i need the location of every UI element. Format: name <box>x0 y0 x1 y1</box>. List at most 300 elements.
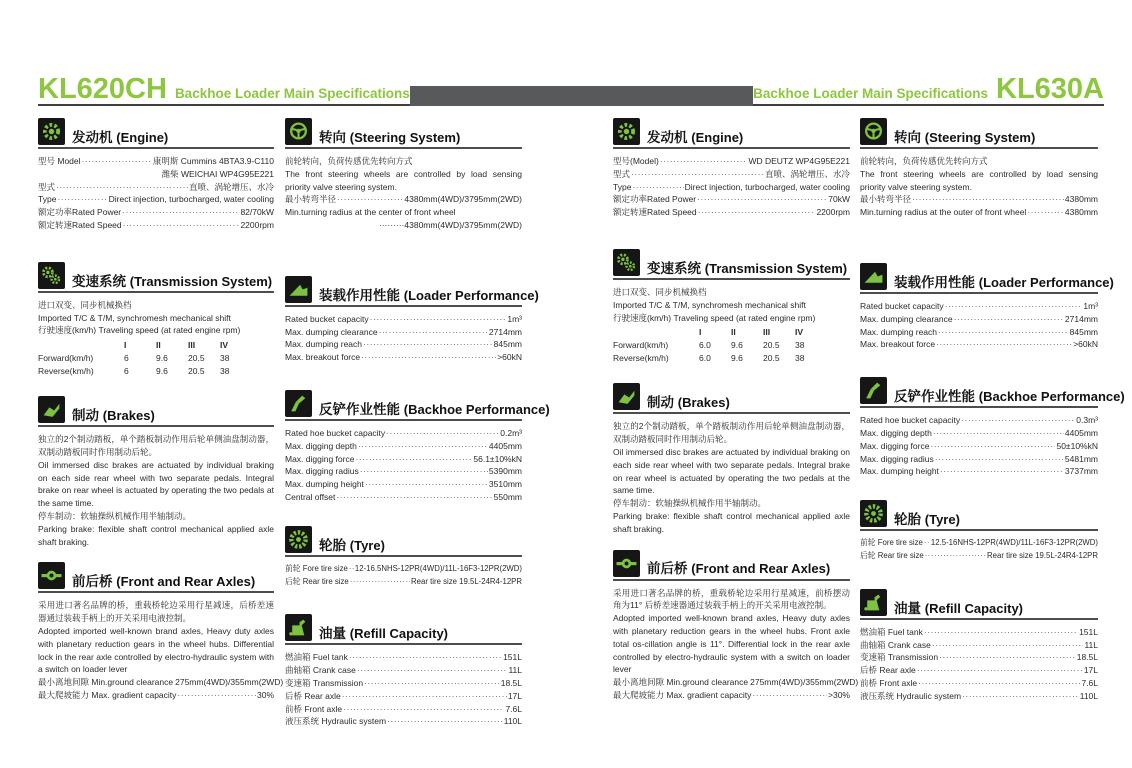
spec-text: ·········4380mm(4WD)/3795mm(2WD) <box>378 219 522 230</box>
section-body <box>285 313 522 364</box>
section-title <box>319 627 448 641</box>
dot-leader <box>918 677 1080 690</box>
spec-text: 停车制动：软轴操纵机械作用半轴制动。 <box>38 510 192 521</box>
spec-label: 后轮 Rear tire size <box>860 550 924 560</box>
spec-label: 额定转速Rated Speed <box>38 219 122 230</box>
refill-icon <box>285 614 312 641</box>
spec-row <box>860 427 1098 440</box>
spec-row <box>285 193 522 206</box>
dot-leader <box>752 689 827 702</box>
spec-label: Max. dumping height <box>285 479 364 490</box>
steering-icon <box>285 118 312 145</box>
spec-value: 275mm(4WD)/355mm(2WD) <box>750 677 859 688</box>
spec-row <box>38 206 274 219</box>
spec-label: 前轮 Fore tire size <box>860 538 923 548</box>
spec-row <box>860 651 1098 664</box>
spec-label: Max. dumping reach <box>860 326 938 337</box>
dot-leader <box>917 664 1083 677</box>
dot-leader <box>358 440 488 453</box>
spec-row <box>860 440 1098 453</box>
spec-row <box>613 206 850 219</box>
section-title <box>319 289 539 303</box>
speed-table-corner <box>38 339 124 352</box>
gear-header: II <box>156 340 161 351</box>
section-title-cn: 油量 <box>894 600 921 616</box>
spec-label: 型号 Model <box>38 156 81 166</box>
spec-label: Max. dumping clearance <box>860 313 953 324</box>
spec-text: 停车制动：软轴操纵机械作用半轴制动。 <box>613 498 767 509</box>
spec-label: Max. dumping height <box>860 466 939 477</box>
spec-value: Rear tire size 19.5L-24R4-12PR <box>987 550 1098 560</box>
spec-label: Max. digging force <box>285 453 355 464</box>
spec-row <box>285 326 522 339</box>
tyre-icon <box>860 500 887 527</box>
section-header <box>38 562 274 593</box>
speed-table-row <box>38 365 252 378</box>
spec-label: Max. digging depth <box>285 440 357 451</box>
section-title <box>894 131 1035 145</box>
loader-icon <box>860 263 887 290</box>
dot-leader <box>924 537 930 550</box>
section-body <box>613 587 859 702</box>
section-axle <box>38 562 284 701</box>
section-title <box>894 276 1114 290</box>
spec-row <box>860 626 1098 639</box>
section-body <box>285 155 522 232</box>
spec-label: Max. digging force <box>860 440 930 451</box>
speed-value: 6.0 <box>699 353 711 364</box>
spec-text: 采用进口著名品牌的桥，重载桥轮边采用行星减速，前桥摆动角为11° 后桥差速器通过装载手柄上的开关采用电液控制。 <box>613 587 850 611</box>
section-title-cn: 反铲作业性能 <box>894 389 975 404</box>
section-title-cn: 油量 <box>319 626 346 642</box>
section-title-en: (Tyre) <box>924 511 960 527</box>
spec-row <box>613 193 850 206</box>
spec-value: 12-16.5NHS-12PR(4WD)/11L-16F3-12PR(2WD) <box>354 563 522 573</box>
speed-row-label: Forward(km/h) <box>613 340 669 351</box>
spec-value: 56.1±10%kN <box>473 453 522 464</box>
gear-header: IV <box>220 340 229 351</box>
spec-value: 3737mm <box>1064 466 1098 477</box>
section-body <box>860 414 1098 478</box>
section-brakes <box>38 396 274 548</box>
spec-label: 额定功率Rated Power <box>38 207 122 218</box>
spec-row <box>860 677 1098 690</box>
dot-leader <box>123 219 240 232</box>
dot-leader <box>939 651 1076 664</box>
tyre-icon <box>285 526 312 553</box>
section-title-cn: 前后桥 <box>647 561 688 577</box>
section-backhoe <box>285 390 550 504</box>
section-body <box>38 433 274 548</box>
dot-leader <box>936 338 1072 351</box>
spec-row <box>613 689 850 702</box>
spec-value: 0.2m³ <box>500 427 522 438</box>
spec-value: 4380mm <box>1064 194 1098 205</box>
spec-label: 前轮 Fore tire size <box>285 563 348 573</box>
spec-row <box>613 676 859 689</box>
section-title-en: (Backhoe Performance) <box>403 401 550 417</box>
section-tyre <box>860 500 1098 563</box>
spec-row <box>613 181 850 194</box>
dot-leader <box>343 703 504 716</box>
dot-leader <box>365 478 488 491</box>
kl620ch-column-left <box>38 118 284 702</box>
spec-row <box>285 690 522 703</box>
section-title <box>72 409 155 423</box>
spec-label: 前桥 Front axle <box>860 677 918 688</box>
transmission-icon <box>38 262 65 289</box>
spec-label: Max. dumping reach <box>285 339 363 350</box>
dot-leader <box>386 427 499 440</box>
spec-text: 独立的2个制动踏板，单个踏板制动作用后轮单侧油盘制动器，双制动踏板同时作用制动后轮。 <box>613 421 850 445</box>
spec-row <box>285 478 522 491</box>
gear-header: III <box>188 340 196 351</box>
spec-value: 550mm <box>493 491 522 502</box>
section-title <box>72 275 272 289</box>
spec-text: The front steering wheels are controlled by load sensing priority valve steering system. <box>860 168 1098 192</box>
dot-leader <box>350 576 410 589</box>
section-title-en: (Steering System) <box>924 129 1036 145</box>
spec-label: 前桥 Front axle <box>285 703 343 714</box>
dot-leader <box>961 414 1075 427</box>
section-title <box>894 602 1023 616</box>
dot-leader <box>930 440 1055 453</box>
speed-value: 20.5 <box>188 366 205 377</box>
spec-label: Max. breakout force <box>860 339 936 350</box>
spec-row <box>860 338 1098 351</box>
section-title-en: (Backhoe Performance) <box>978 389 1125 404</box>
speed-value: 9.6 <box>156 366 168 377</box>
axle-icon <box>613 550 640 577</box>
speed-value: 38 <box>795 353 805 364</box>
dot-leader <box>933 427 1064 440</box>
spec-label: 后桥 Rear axle <box>285 690 341 701</box>
section-header <box>860 263 1114 294</box>
brakes-icon <box>38 396 65 423</box>
spec-row <box>285 576 522 589</box>
spec-value: 70kW <box>828 194 850 205</box>
header-kl630a <box>753 73 1104 106</box>
section-body <box>38 155 274 232</box>
spec-text: The front steering wheels are controlled by load sensing priority valve steering system. <box>285 168 522 192</box>
spec-value: 50±10%kN <box>1056 440 1098 451</box>
spec-text: Imported T/C & T/M, synchromesh mechanical shift <box>613 299 806 310</box>
section-title-cn: 转向 <box>894 129 921 145</box>
spec-value: WD DEUTZ WP4G95E221 <box>748 156 850 166</box>
spec-value: 110L <box>1079 690 1098 701</box>
dot-leader <box>349 651 502 664</box>
spec-value: 直喷、涡轮增压、水冷 <box>188 181 274 192</box>
header-subtitle-right: Backhoe Loader Main Specifications <box>753 86 988 101</box>
section-steering <box>860 118 1098 219</box>
spec-value: 2200rpm <box>240 219 274 230</box>
spec-value: 2714mm <box>1064 313 1098 324</box>
dot-leader <box>932 639 1084 652</box>
spec-value: 5390mm <box>488 466 522 477</box>
loader-icon <box>285 276 312 303</box>
dot-leader <box>337 193 403 206</box>
section-title-cn: 变速系统 <box>647 260 701 276</box>
dot-leader <box>660 155 748 168</box>
section-refill <box>860 589 1098 703</box>
section-title-cn: 装载作用性能 <box>319 287 400 303</box>
section-body <box>613 155 850 219</box>
spec-row <box>860 664 1098 677</box>
spec-row <box>285 651 522 664</box>
spec-label: 曲轴箱 Crank case <box>285 665 356 676</box>
section-transmission <box>38 262 274 378</box>
refill-icon <box>860 589 887 616</box>
section-steering <box>285 118 522 232</box>
speed-value: 6.0 <box>699 340 711 351</box>
gear-header: IV <box>795 327 804 338</box>
dot-leader <box>361 351 496 364</box>
gear-header: I <box>124 340 127 351</box>
speed-table-row <box>38 352 252 365</box>
spec-row <box>285 313 522 326</box>
spec-text: 行驶速度(km/h) Traveling speed (at rated engine rpm) <box>38 325 241 336</box>
kl620ch-column-right <box>285 118 550 728</box>
spec-text: Oil immersed disc brakes are actuated by individual braking on each side rear wheel with two separate pedals. Integral brake on rear wheel is actuated by operating the two pedals at the same time. <box>613 446 850 496</box>
spec-value: 4380mm <box>1064 207 1098 218</box>
header-kl620ch <box>38 73 410 106</box>
spec-value: 845mm <box>1069 326 1098 337</box>
spec-label: 额定功率Rated Power <box>613 194 697 205</box>
dot-leader <box>631 168 764 181</box>
section-title <box>647 396 730 410</box>
gear-header: III <box>763 327 771 338</box>
section-body <box>860 537 1098 563</box>
spec-label: 最小离地间隙 Min.ground clearance <box>38 677 174 688</box>
dot-leader <box>364 677 500 690</box>
spec-label: 额定转速Rated Speed <box>613 207 697 218</box>
section-title-en: (Brakes) <box>102 408 155 423</box>
dot-leader <box>57 193 107 206</box>
section-refill <box>285 614 522 728</box>
section-title-en: (Brakes) <box>677 395 730 411</box>
section-engine <box>613 118 850 219</box>
spec-row <box>285 491 522 504</box>
model-title-right: KL630A <box>996 73 1104 105</box>
section-title-en: (Refill Capacity) <box>924 600 1024 616</box>
spec-row <box>285 465 522 478</box>
spec-label: Rated bucket capacity <box>860 300 944 311</box>
dot-leader <box>945 300 1083 313</box>
section-loader <box>860 263 1114 351</box>
spec-text: Imported T/C & T/M, synchromesh mechanical shift <box>38 312 231 323</box>
spec-value: 17L <box>1083 665 1098 676</box>
spec-text: 行驶速度(km/h) Traveling speed (at rated engine rpm) <box>613 312 816 323</box>
spec-text: 采用进口著名品牌的桥，重载桥轮边采用行星减速，后桥差速器通过装载手柄上的开关采用电液控制。 <box>38 600 274 624</box>
spec-row <box>860 690 1098 703</box>
section-title-cn: 装载作用性能 <box>894 274 975 290</box>
model-title-left: KL620CH <box>38 73 167 105</box>
section-brakes <box>613 383 850 535</box>
section-title-en: (Front and Rear Axles) <box>116 574 256 590</box>
spec-label: 后轮 Rear tire size <box>285 576 349 586</box>
section-title-cn: 变速系统 <box>72 273 126 289</box>
section-title <box>647 562 830 576</box>
section-title-cn: 前后桥 <box>72 574 113 590</box>
axle-icon <box>38 562 65 589</box>
spec-value: 110L <box>503 716 522 727</box>
spec-label: 型式 <box>38 181 56 192</box>
spec-label: Central offset <box>285 491 336 502</box>
speed-table-header-row <box>38 339 252 352</box>
spec-value: 1m³ <box>1083 300 1098 311</box>
dot-leader <box>363 338 493 351</box>
spec-value: 18.5L <box>1076 652 1098 663</box>
section-transmission <box>613 249 850 365</box>
section-header <box>860 377 1125 408</box>
section-body <box>285 651 522 728</box>
dot-leader <box>1027 206 1064 219</box>
spec-row <box>860 453 1098 466</box>
section-header <box>860 589 1098 620</box>
dot-leader <box>82 155 152 168</box>
spec-text: 潍柴 WEICHAI WP4G95E221 <box>161 168 274 179</box>
section-title <box>72 131 168 145</box>
spec-label: 后桥 Rear axle <box>860 665 916 676</box>
section-body <box>613 286 850 365</box>
spec-label: 最小离地间隙 Min.ground clearance <box>613 677 749 688</box>
section-header <box>285 614 522 645</box>
section-body <box>285 563 522 589</box>
speed-value: 38 <box>795 340 805 351</box>
spec-value: 直喷、涡轮增压、水冷 <box>764 168 850 179</box>
spec-label: Rated bucket capacity <box>285 313 369 324</box>
spec-value: 18.5L <box>500 677 522 688</box>
spec-value: 151L <box>1079 626 1098 637</box>
section-title <box>72 575 255 589</box>
dot-leader <box>698 206 816 219</box>
gear-header: II <box>731 327 736 338</box>
dot-leader <box>355 453 472 466</box>
dot-leader <box>912 193 1064 206</box>
dot-leader <box>935 453 1064 466</box>
section-title-en: (Engine) <box>116 129 169 145</box>
spec-value: Rear tire size 19.5L-24R4-12PR <box>411 576 522 586</box>
transmission-icon <box>613 249 640 276</box>
spec-value: 4405mm <box>488 440 522 451</box>
section-title <box>647 131 743 145</box>
spec-label: 最小转弯半径 <box>285 194 337 205</box>
spec-label: Type <box>613 181 632 192</box>
spec-row <box>38 689 274 702</box>
dot-leader <box>336 491 492 504</box>
spec-row <box>860 550 1098 563</box>
section-body <box>860 626 1098 703</box>
section-title <box>894 513 960 527</box>
spec-value: 845mm <box>493 339 522 350</box>
speed-table <box>613 326 827 365</box>
speed-value: 9.6 <box>731 353 743 364</box>
section-body <box>860 300 1098 351</box>
spec-value: 2200rpm <box>816 207 850 218</box>
section-header <box>285 390 550 421</box>
spec-label: Max. breakout force <box>285 352 361 363</box>
section-header <box>285 526 522 557</box>
section-header <box>38 262 274 293</box>
spec-row <box>38 181 274 194</box>
spec-label: Type <box>38 194 57 205</box>
spec-label: 型号(Model) <box>613 156 659 166</box>
spec-text: 前轮转向，负荷传感优先转向方式 <box>285 156 413 166</box>
section-title-en: (Transmission System) <box>129 273 273 289</box>
dot-leader <box>122 206 239 219</box>
spec-row <box>860 326 1098 339</box>
spec-value: 5481mm <box>1064 453 1098 464</box>
spec-row <box>860 193 1098 206</box>
section-title-en: (Tyre) <box>349 537 385 553</box>
spec-row <box>38 193 274 206</box>
dot-leader <box>342 690 507 703</box>
section-title-cn: 制动 <box>647 395 674 411</box>
speed-row-label: Reverse(km/h) <box>613 353 669 364</box>
page-header <box>38 73 1104 106</box>
speed-table-row <box>613 339 827 352</box>
section-title-en: (Steering System) <box>349 129 461 145</box>
section-title <box>319 539 385 553</box>
speed-row-label: Forward(km/h) <box>38 353 94 364</box>
speed-value: 20.5 <box>763 353 780 364</box>
spec-label: Rated hoe bucket capacity <box>285 427 386 438</box>
section-title-cn: 制动 <box>72 408 99 423</box>
section-loader <box>285 276 539 364</box>
dot-leader <box>349 563 354 576</box>
engine-icon <box>613 118 640 145</box>
spec-value: >60kN <box>497 352 522 363</box>
dot-leader <box>954 313 1064 326</box>
spec-row <box>860 206 1098 219</box>
spec-row <box>285 715 522 728</box>
spec-label: 最大爬坡能力 Max. gradient capacity <box>38 689 177 700</box>
speed-value: 20.5 <box>188 353 205 364</box>
dot-leader <box>697 193 827 206</box>
spec-value: 12.5-16NHS-12PR(4WD)/11L-16F3-12PR(2WD) <box>930 538 1098 548</box>
kl630a-column-left <box>613 118 859 702</box>
section-title-en: (Loader Performance) <box>403 287 539 303</box>
spec-text: Adopted imported well-known brand axles, Heavy duty axles with planetary reduction gears in the wheel hubs. Front axle total os-cillation angle is 11°. Differential lock in the rear axle controlled by electro-hydraulic system with a switch on loader lever <box>613 613 850 675</box>
speed-value: 38 <box>220 353 230 364</box>
dot-leader <box>379 326 488 339</box>
section-header <box>613 249 850 280</box>
spec-text: Min.turning radius at the center of front wheel <box>285 207 456 218</box>
dot-leader <box>357 664 508 677</box>
spec-row <box>285 440 522 453</box>
spec-row <box>285 453 522 466</box>
kl630a-column-right <box>860 118 1125 703</box>
spec-text: Parking brake: flexible shaft control mechanical applied axle shaft braking. <box>38 523 274 547</box>
spec-row <box>285 338 522 351</box>
section-body <box>860 155 1098 219</box>
speed-value: 9.6 <box>731 340 743 351</box>
spec-value: 康明斯 Cummins 4BTA3.9-C110 <box>152 156 274 166</box>
spec-value: 30% <box>256 689 274 700</box>
spec-label: 燃油箱 Fuel tank <box>860 626 923 637</box>
spec-value: 4405mm <box>1064 427 1098 438</box>
section-title-cn: 轮胎 <box>894 511 921 527</box>
spec-row <box>285 664 522 677</box>
spec-label: Rated hoe bucket capacity <box>860 415 961 426</box>
section-body <box>38 599 284 701</box>
section-body <box>38 299 274 378</box>
spec-value: Direct injection, turbocharged, water cooling <box>108 194 274 205</box>
spec-row <box>285 703 522 716</box>
spec-text: Adopted imported well-known brand axles, Heavy duty axles with planetary reduction gears in the wheel hubs. Differential lock in the rear axle controlled by electro-hydraulic system with a switch on loader lever <box>38 625 274 675</box>
dot-leader <box>56 181 188 194</box>
spec-row <box>38 676 284 689</box>
